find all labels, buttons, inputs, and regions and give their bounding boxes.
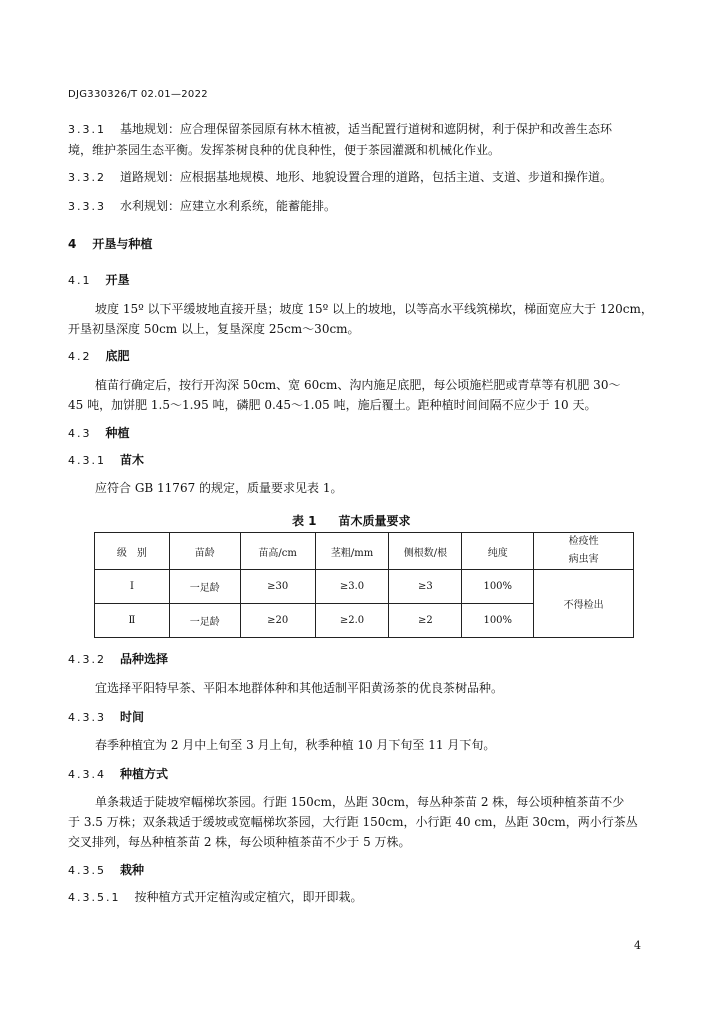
section-4-1-heading (68, 273, 130, 288)
header-line: 病虫害 (568, 554, 599, 565)
section-title: 种植方式 (120, 767, 169, 781)
section-4-2-text-2: 45 吨，加饼肥 1.5～1.95 吨，磷肥 0.45～1.05 吨，施后覆土。距种植时间间隔不应少于 10 天。 (68, 398, 597, 412)
clause-number: 3.3.1 (68, 123, 106, 136)
section-number: 4.3.1 (68, 454, 106, 467)
clause-3-3-1-cont: 境，维护茶园生态平衡。发挥茶树良种的优良种性，便于茶园灌溉和机械化作业。 (68, 143, 501, 157)
table-header-cell: 苗高/cm (240, 533, 315, 570)
table-cell: ≥3.0 (315, 570, 389, 604)
section-number: 4.3.3 (68, 711, 106, 724)
section-number: 4.1 (68, 274, 92, 287)
section-number: 4.3 (68, 427, 92, 440)
section-4-3-2-heading (68, 652, 168, 667)
section-4-3-3-text: 春季种植宜为 2 月中上旬至 3 月上旬，秋季种植 10 月下旬至 11 月下旬。 (95, 738, 496, 752)
section-number: 4.3.4 (68, 768, 106, 781)
section-4-1-text-1: 坡度 15º 以下平缓坡地直接开垦；坡度 15º 以上的坡地，以等高水平线筑梯坎，梯面宽应大于 120cm， (95, 302, 653, 316)
section-4-3-4-text-2: 于 3.5 万株；双条栽适于缓坡或宽幅梯坎茶园，大行距 150cm，小行距 40 cm，丛距 30cm，两小行茶丛 (68, 815, 638, 829)
section-title: 开垦 (105, 273, 130, 287)
table-header-cell: 纯度 (462, 533, 534, 570)
clause-3-3-3 (68, 199, 336, 214)
document-number: DJG330326/T 02.01—2022 (68, 89, 208, 100)
section-title: 品种选择 (120, 652, 169, 666)
clause-text: 道路规划：应根据基地规模、地形、地貌设置合理的道路，包括主道、支道、步道和操作道。 (120, 170, 613, 184)
clause-3-3-1 (68, 122, 612, 137)
section-4-3-2-text: 宜选择平阳特早茶、平阳本地群体种和其他适制平阳黄汤茶的优良茶树品种。 (95, 681, 504, 695)
table-header-cell: 茎粗/mm (315, 533, 389, 570)
clause-text: 水利规划：应建立水利系统，能蓄能排。 (120, 199, 337, 213)
clause-text: 基地规划：应合理保留茶园原有林木植被，适当配置行道树和遮阴树，利于保护和改善生态环 (120, 122, 613, 136)
table-header-cell: 侧根数/根 (389, 533, 462, 570)
section-4-3-1-text: 应符合 GB 11767 的规定，质量要求见表 1。 (95, 481, 343, 495)
seedling-quality-table (94, 532, 634, 638)
section-number: 4.3.2 (68, 653, 106, 666)
table-cell: 100% (462, 604, 534, 638)
section-title: 时间 (120, 710, 145, 724)
clause-number: 3.3.2 (68, 171, 106, 184)
table-cell: ≥3 (389, 570, 462, 604)
table-header-cell (534, 533, 634, 570)
section-title: 种植 (105, 426, 130, 440)
table-cell: Ⅰ (95, 570, 170, 604)
section-title: 苗木 (120, 453, 145, 467)
table-merged-cell: 不得检出 (534, 570, 634, 638)
clause-number: 4.3.5.1 (68, 891, 121, 904)
section-4-3-3-heading (68, 710, 144, 725)
section-number: 4.2 (68, 350, 92, 363)
table-header-row (95, 533, 634, 570)
table-caption-number: 表 1 (292, 514, 317, 528)
clause-number: 3.3.3 (68, 200, 106, 213)
table-cell: 一足龄 (169, 570, 240, 604)
table-cell: ≥20 (240, 604, 315, 638)
section-title: 底肥 (105, 349, 130, 363)
section-4-heading (68, 237, 152, 251)
table-cell: ≥2 (389, 604, 462, 638)
section-4-2-text-1: 植苗行确定后，按行开沟深 50cm、宽 60cm、沟内施足底肥，每公顷施栏肥或青草等有机肥 30～ (95, 378, 621, 392)
section-4-3-4-heading (68, 767, 168, 782)
section-title: 开垦与种植 (92, 237, 153, 251)
table-cell: Ⅱ (95, 604, 170, 638)
table-cell: ≥2.0 (315, 604, 389, 638)
clause-text: 按种植方式开定植沟或定植穴，即开即栽。 (134, 890, 363, 904)
table-header-cell: 苗龄 (169, 533, 240, 570)
page-number: 4 (634, 939, 641, 952)
clause-4-3-5-1 (68, 890, 363, 905)
table-cell: 100% (462, 570, 534, 604)
table-caption (292, 512, 411, 529)
section-4-3-5-heading (68, 863, 144, 878)
clause-3-3-2 (68, 170, 612, 185)
section-number: 4.3.5 (68, 864, 106, 877)
table-row (95, 570, 634, 604)
section-4-3-4-text-1: 单条栽适于陡坡窄幅梯坎茶园。行距 150cm，丛距 30cm，每丛种茶苗 2 株，每公顷种植茶苗不少 (95, 795, 625, 809)
header-line: 检疫性 (568, 536, 599, 547)
section-number: 4 (68, 237, 77, 251)
table-cell: ≥30 (240, 570, 315, 604)
section-4-1-text-2: 开垦初垦深度 50cm 以上，复垦深度 25cm～30cm。 (68, 322, 360, 336)
table-caption-title: 苗木质量要求 (338, 514, 411, 528)
table-cell: 一足龄 (169, 604, 240, 638)
section-4-2-heading (68, 349, 130, 364)
section-4-3-heading (68, 426, 130, 441)
table-header-cell: 级 别 (95, 533, 170, 570)
section-4-3-4-text-3: 交叉排列，每丛种植茶苗 2 株，每公顷种植茶苗不少于 5 万株。 (68, 835, 411, 849)
section-title: 栽种 (120, 863, 145, 877)
section-4-3-1-heading (68, 453, 144, 468)
